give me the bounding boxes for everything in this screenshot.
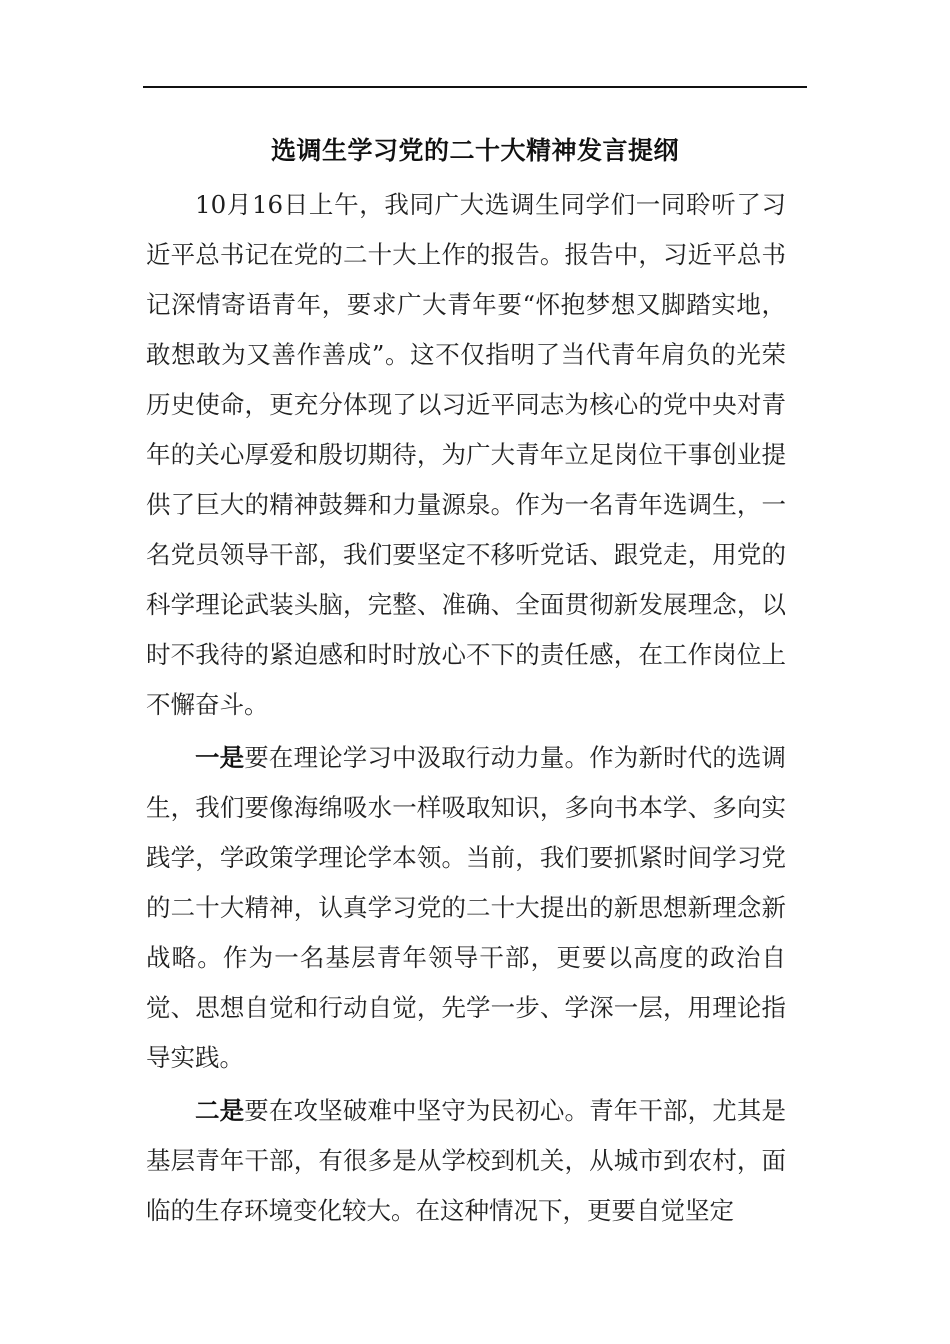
paragraph-text: 10月16日上午，我同广大选调生同学们一同聆听了习近平总书记在党的二十大上作的报告。报告中，习近平总书记深情寄语青年，要求广大青年要“怀抱梦想又脚踏实地，敢想敢为又善作善成”。这不仅指明了当代青年肩负的光荣历史使命，更充分体现了以习近平同志为核心的党中央对青年的关心厚爱和殷切期待，为广大青年立足岗位干事创业提供了巨大的精神鼓舞和力量源泉。作为一名青年选调生，一名党员领导干部，我们要坚定不移听党话、跟党走，用党的科学理论武装头脑，完整、准确、全面贯彻新发展理念，以时不我待的紧迫感和时时放心不下的责任感，在工作岗位上不懈奋斗。: [146, 190, 786, 719]
document-body: [146, 180, 786, 1236]
header-rule: [143, 86, 807, 88]
paragraph-lead: 二是: [195, 1096, 245, 1125]
paragraph-point-one: [146, 733, 786, 1083]
paragraph-intro: [146, 180, 786, 730]
paragraph-point-two: [146, 1086, 786, 1236]
paragraph-text: 要在攻坚破难中坚守为民初心。青年干部，尤其是基层青年干部，有很多是从学校到机关，从城市到农村，面临的生存环境变化较大。在这种情况下，更要自觉坚定: [146, 1096, 787, 1225]
paragraph-text: 要在理论学习中汲取行动力量。作为新时代的选调生，我们要像海绵吸水一样吸取知识，多向书本学、多向实践学，学政策学理论学本领。当前，我们要抓紧时间学习党的二十大精神，认真学习党的二十大提出的新思想新理念新战略。作为一名基层青年领导干部，更要以高度的政治自觉、思想自觉和行动自觉，先学一步、学深一层，用理论指导实践。: [146, 743, 787, 1072]
paragraph-lead: 一是: [195, 743, 245, 772]
document-title: 选调生学习党的二十大精神发言提纲: [270, 136, 679, 165]
